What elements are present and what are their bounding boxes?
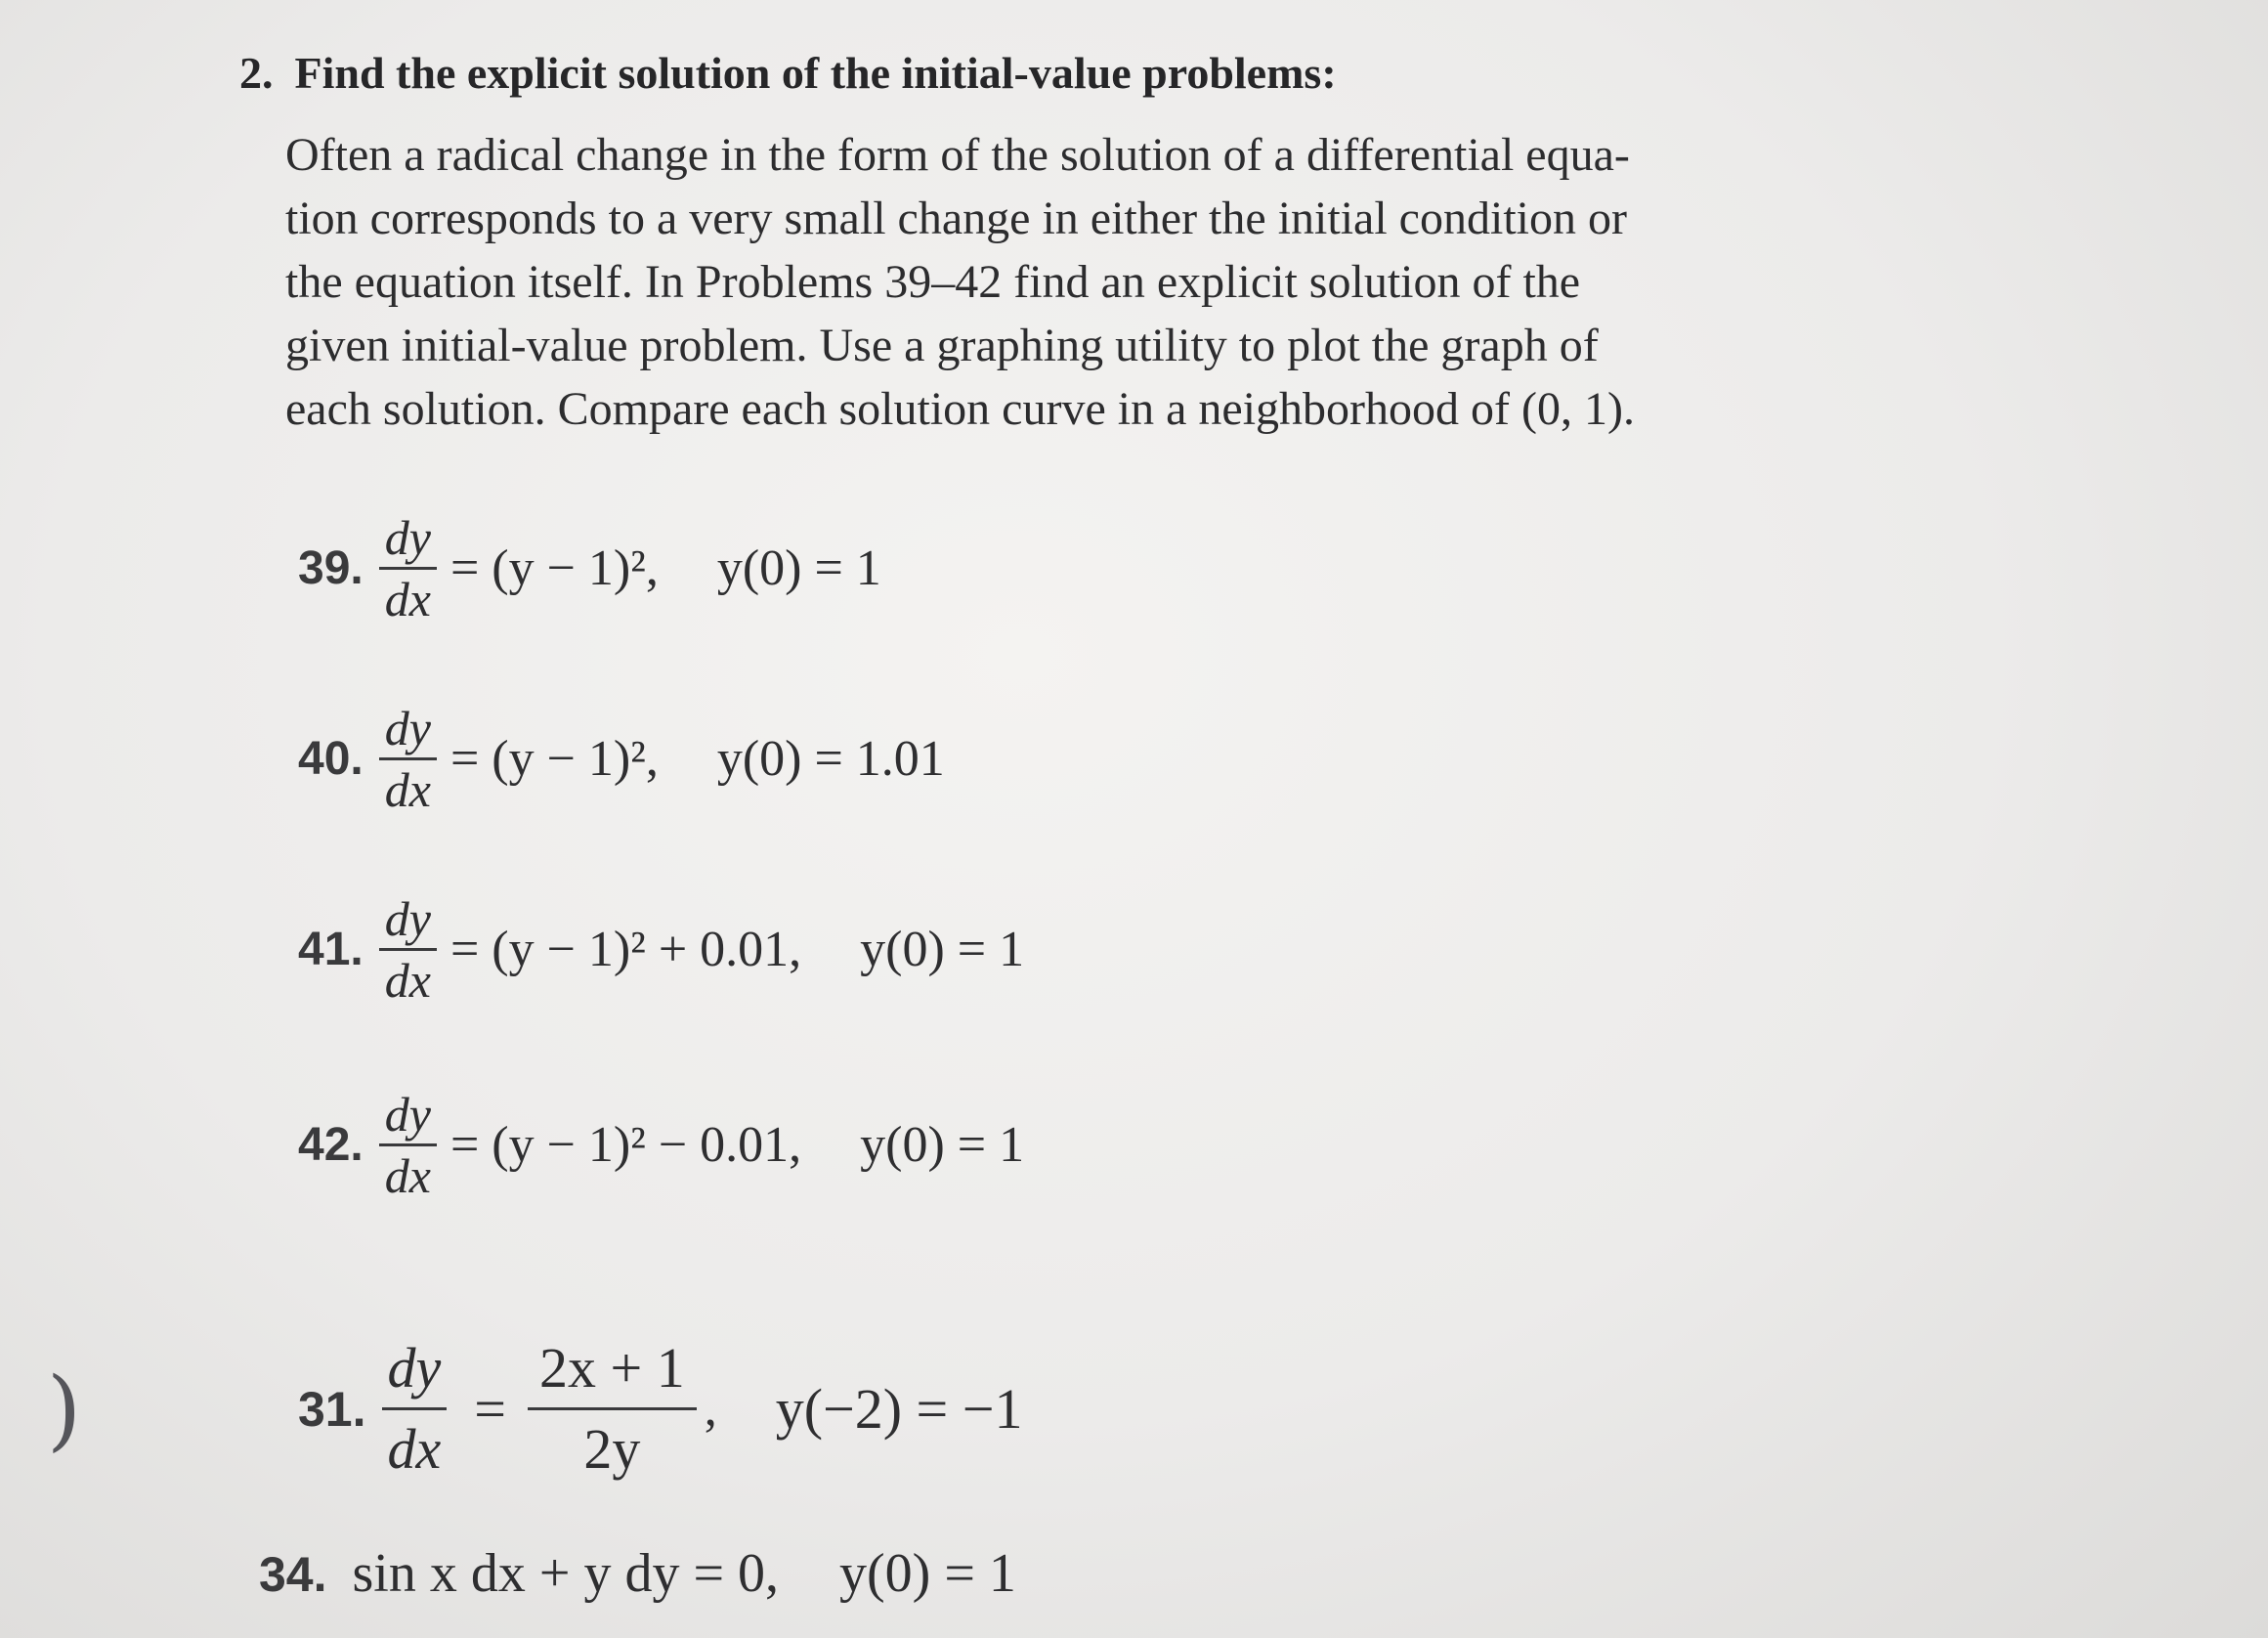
intro-line: each solution. Compare each solution curve in a neighborhood of (0, 1). (285, 383, 1635, 435)
problem-number: 39. (298, 542, 364, 594)
question-header (239, 47, 1337, 99)
rhs-denominator: 2y (583, 1417, 641, 1481)
equation: sin x dx + y dy = 0, (352, 1543, 780, 1604)
problem-number: 31. (298, 1381, 366, 1437)
fraction-numerator: dy (387, 1336, 442, 1400)
fraction-numerator: dy (384, 510, 431, 565)
initial-condition: y(0) = 1 (839, 1543, 1016, 1604)
problem-40 (298, 699, 945, 819)
comma: , (704, 1381, 717, 1437)
problem-number: 40. (298, 733, 364, 785)
fraction-numerator: dy (384, 891, 431, 946)
initial-condition: y(0) = 1.01 (716, 731, 945, 787)
fraction-denominator: dx (387, 1417, 442, 1481)
intro-paragraph (285, 123, 1751, 441)
problem-31 (298, 1329, 1022, 1488)
equation-rhs: = (y − 1)², (449, 731, 659, 787)
derivative-fraction (379, 889, 437, 1010)
rhs-numerator: 2x + 1 (538, 1336, 685, 1400)
problem-41 (298, 889, 1024, 1010)
intro-line: given initial-value problem. Use a graphing utility to plot the graph of (285, 320, 1599, 371)
fraction-denominator: dx (384, 953, 431, 1008)
problem-34 (259, 1542, 1016, 1605)
intro-line: tion corresponds to a very small change in either the initial condition or (285, 193, 1627, 244)
equation-rhs: = (y − 1)² − 0.01, (449, 1117, 802, 1173)
problem-number: 41. (298, 924, 364, 975)
fraction-numerator: dy (384, 1087, 431, 1142)
derivative-fraction (379, 1085, 437, 1205)
problem-39 (298, 508, 881, 628)
problem-number: 34. (259, 1547, 327, 1602)
equation-rhs: = (y − 1)², (449, 540, 659, 596)
intro-line: the equation itself. In Problems 39–42 find an explicit solution of the (285, 256, 1581, 308)
fraction-denominator: dx (384, 1148, 431, 1203)
derivative-fraction (382, 1329, 448, 1488)
problem-number: 42. (298, 1119, 364, 1171)
initial-condition: y(0) = 1 (860, 922, 1025, 977)
stray-parenthesis-mark: ) (47, 1358, 82, 1461)
fraction-denominator: dx (384, 572, 431, 626)
fraction-denominator: dx (384, 762, 431, 817)
fraction-numerator: dy (384, 701, 431, 755)
problem-42 (298, 1085, 1024, 1205)
initial-condition: y(0) = 1 (716, 540, 881, 596)
rhs-fraction (528, 1329, 697, 1488)
question-number: 2. (239, 48, 274, 98)
initial-condition: y(0) = 1 (860, 1117, 1025, 1173)
question-title: Find the explicit solution of the initial-value problems: (294, 48, 1337, 98)
intro-line: Often a radical change in the form of the solution of a differential equa- (285, 129, 1630, 181)
derivative-fraction (379, 699, 437, 819)
equals-sign: = (474, 1377, 506, 1441)
equation-rhs: = (y − 1)² + 0.01, (449, 922, 802, 977)
initial-condition: y(−2) = −1 (775, 1377, 1023, 1441)
derivative-fraction (379, 508, 437, 628)
